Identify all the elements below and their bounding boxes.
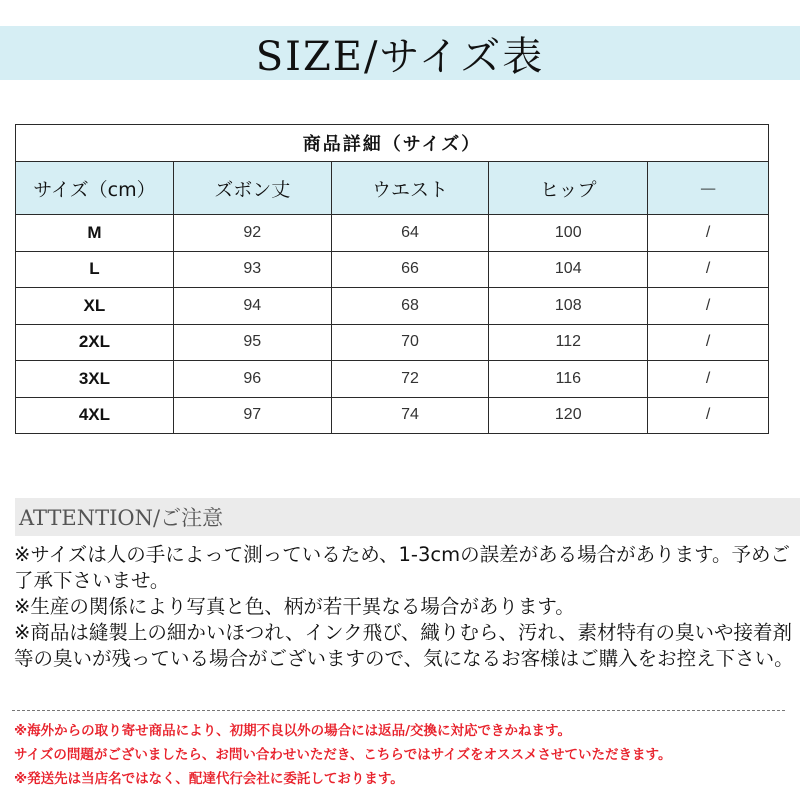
length-value: 97 [173,397,331,434]
waist-value: 68 [331,288,489,325]
length-value: 94 [173,288,331,325]
hip-value: 100 [489,215,648,252]
waist-value: 74 [331,397,489,434]
length-value: 93 [173,251,331,288]
size-label: XL [16,288,174,325]
table-row [16,288,769,325]
page-title: SIZE/サイズ表 [255,33,545,80]
hip-value: 108 [489,288,648,325]
table-row [16,215,769,252]
hip-value: 120 [489,397,648,434]
table-caption: 商品詳細（サイズ） [16,125,769,162]
hip-value: 112 [489,324,648,361]
hip-value: 116 [489,361,648,398]
extra-value: / [648,361,769,398]
table-row [16,324,769,361]
attention-title: ATTENTION/ご注意 [19,506,224,530]
notice-line: ※発送先は当店名ではなく、配達代行会社に委託しております。 [14,771,404,787]
extra-value: / [648,215,769,252]
waist-value: 72 [331,361,489,398]
length-value: 95 [173,324,331,361]
length-value: 92 [173,215,331,252]
size-label: M [16,215,174,252]
extra-value: / [648,288,769,325]
notice-line: サイズの問題がございましたら、お問い合わせいただき、こちらではサイズをオススメさせていただきます。 [14,747,672,763]
header-hip: ヒップ [489,162,648,215]
hip-value: 104 [489,251,648,288]
header-blank: － [648,162,769,215]
size-label: 3XL [16,361,174,398]
table-row [16,251,769,288]
waist-value: 66 [331,251,489,288]
extra-value: / [648,251,769,288]
waist-value: 70 [331,324,489,361]
size-table [15,124,769,434]
notice-line: ※海外からの取り寄せ商品により、初期不良以外の場合には返品/交換に対応できかねます。 [14,723,571,739]
size-label: L [16,251,174,288]
table-row [16,397,769,434]
extra-value: / [648,397,769,434]
waist-value: 64 [331,215,489,252]
header-length: ズボン丈 [173,162,331,215]
extra-value: / [648,324,769,361]
header-waist: ウエスト [331,162,489,215]
size-label: 4XL [16,397,174,434]
length-value: 96 [173,361,331,398]
notice-block [14,719,794,791]
table-row [16,361,769,398]
size-label: 2XL [16,324,174,361]
divider [12,710,785,711]
attention-notes: ※サイズは人の手によって測っているため、1-3cmの誤差がある場合があります。予めご了承下さいませ。 ※生産の関係により写真と色、柄が若干異なる場合があります。 ※商品は縫製上の細かいほつれ、インク飛び、織りむら、汚れ、素材特有の臭いや接着剤等の臭いが残っている場合がございますので、気になるお客様はご購入をお控え下さい。 [14,543,794,670]
header-size: サイズ（cm） [16,162,174,215]
